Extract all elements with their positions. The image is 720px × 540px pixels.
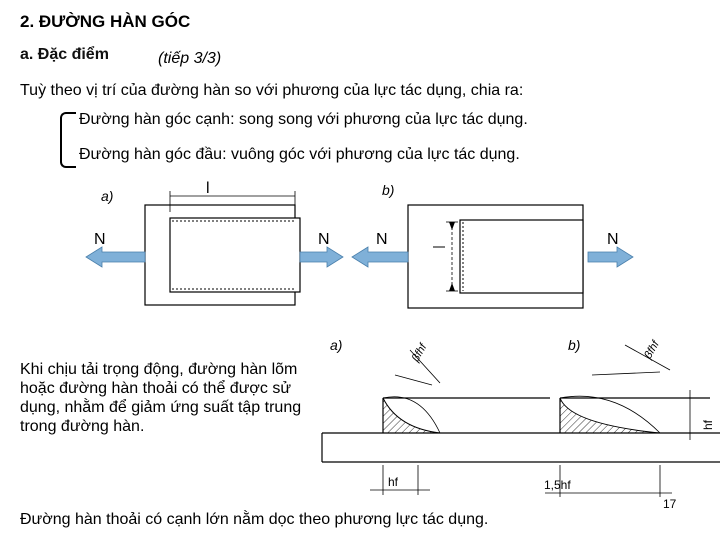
dim-diag-b-2 <box>592 372 660 375</box>
length-label: l <box>206 180 210 197</box>
force-arrow-right-b <box>588 247 633 267</box>
bottom-diagram-a-label: a) <box>330 337 343 353</box>
slide-title: 2. ĐƯỜNG HÀN GÓC <box>20 12 191 31</box>
force-label-right-a: N <box>318 231 330 248</box>
force-label-right-b: N <box>607 231 619 248</box>
section-subtitle: a. Đặc điểm <box>20 46 109 63</box>
dim-arrow-top <box>449 222 455 230</box>
page-number: 17 <box>663 497 677 511</box>
force-arrow-right-a <box>300 247 343 267</box>
dim-a-bottom-label: hf <box>388 475 399 489</box>
concave-weld <box>383 398 440 433</box>
dim-a-diag-label: βfhf <box>409 341 430 364</box>
diagram-side-weld <box>86 180 343 305</box>
diagram-flat-weld <box>544 337 715 497</box>
force-arrow-left-a <box>86 247 145 267</box>
conclusion-text: Đường hàn thoải có cạnh lớn nằm dọc theo phương lực tác dụng. <box>20 511 489 528</box>
inner-plate <box>170 218 300 292</box>
dynamic-load-note: Khi chịu tải trọng động, đường hàn lõm hoặc đường hàn thoải có thể được sử dụng, nhằm để giảm ứng suất tập trung trong đường hàn. <box>20 361 302 435</box>
diagram-b-label: b) <box>382 182 395 198</box>
force-label-left-a: N <box>94 231 106 248</box>
diagram-end-weld <box>352 182 633 308</box>
force-label-left-b: N <box>376 231 388 248</box>
dim-b-bottom-label: 1,5hf <box>544 478 571 492</box>
diagram-a-label: a) <box>101 188 114 204</box>
bottom-diagram-b-label: b) <box>568 337 581 353</box>
dim-b-right-label: hf <box>701 419 715 430</box>
bullet-item-side-weld: Đường hàn góc cạnh: song song với phương của lực tác dụng. <box>79 111 528 128</box>
dim-diag-a-2 <box>395 375 432 385</box>
force-arrow-left-b <box>352 247 408 267</box>
dim-arrow-bottom <box>449 283 455 291</box>
intro-text: Tuỳ theo vị trí của đường hàn so với phương của lực tác dụng, chia ra: <box>20 82 524 99</box>
subtitle-note: (tiếp 3/3) <box>158 50 222 67</box>
bullet-item-end-weld: Đường hàn góc đầu: vuông góc với phương của lực tác dụng. <box>79 146 520 163</box>
flat-weld <box>560 398 660 433</box>
dim-b-diag-label: βfhf <box>642 338 662 361</box>
inner-plate-b <box>460 220 583 293</box>
